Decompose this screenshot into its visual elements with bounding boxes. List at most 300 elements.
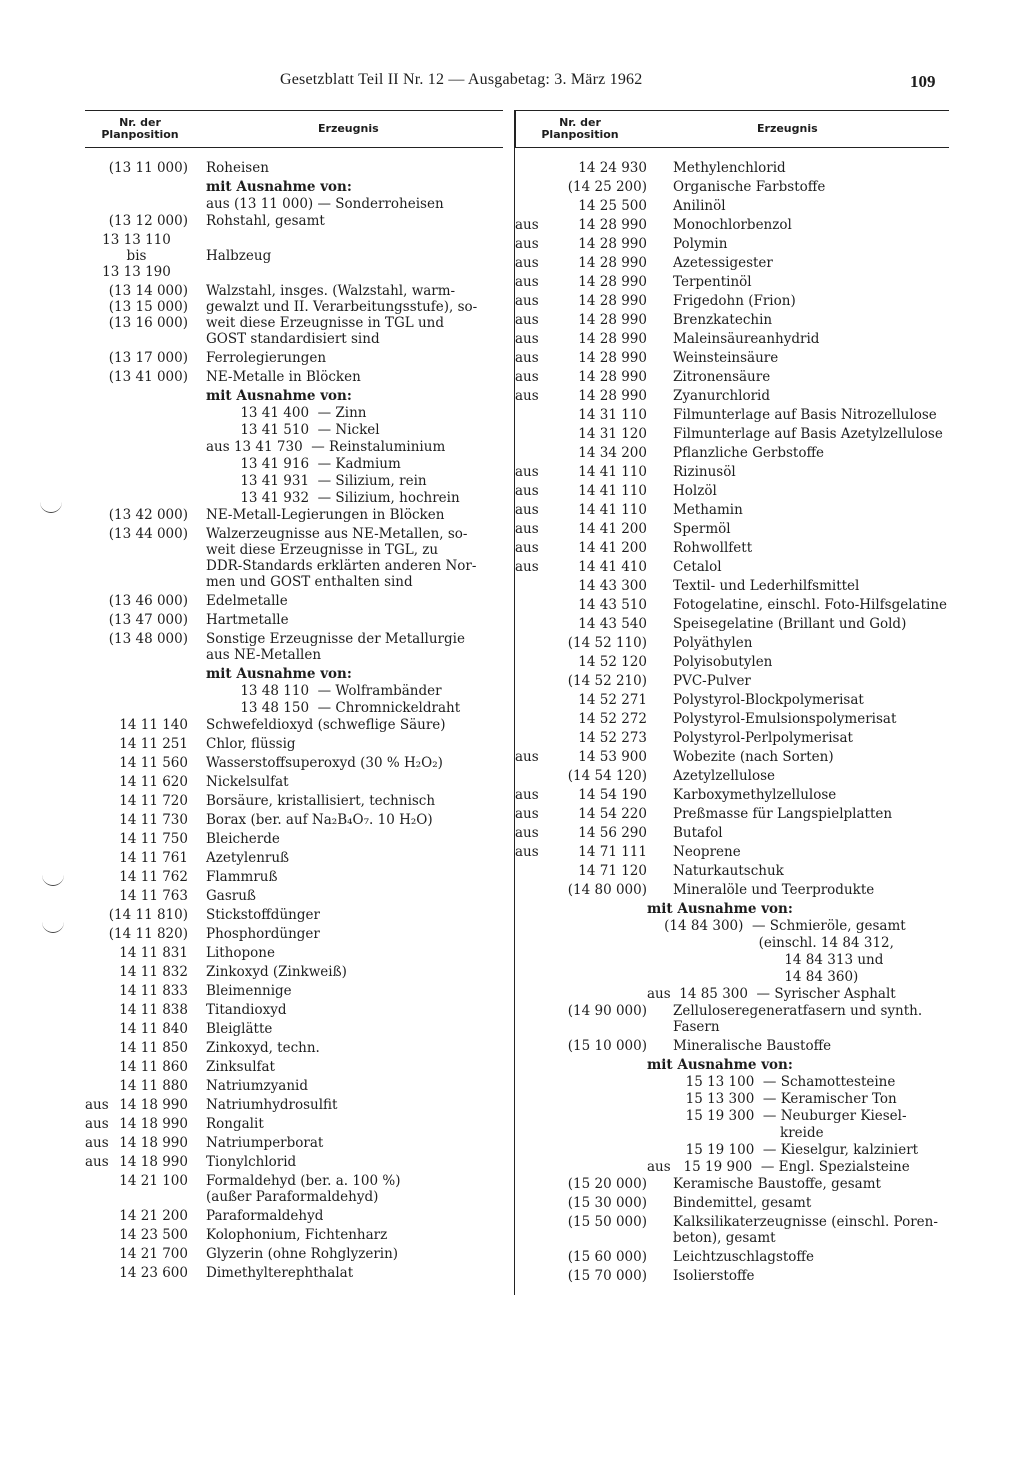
product-name: Textil- und Lederhilfsmittel (673, 578, 860, 594)
plan-position: 14 43 300 (578, 578, 647, 594)
product-name: Borsäure, kristallisiert, technisch (206, 793, 436, 809)
table-row (515, 578, 949, 594)
plan-position: (14 25 200) (567, 179, 647, 195)
plan-position: 14 52 272 (578, 711, 647, 727)
table-row (515, 521, 949, 537)
plan-position: 14 23 500 (119, 1227, 188, 1243)
table-row (515, 255, 949, 271)
aus-prefix: aus (515, 749, 539, 765)
product-name: Dimethylterephthalat (206, 1265, 354, 1281)
product-name: Phosphordünger (206, 926, 320, 942)
product-name: Methylenchlorid (673, 160, 786, 176)
product-name: Polyisobutylen (673, 654, 773, 670)
num-column-header (85, 117, 195, 141)
product-name: Preßmasse für Langspielplatten (673, 806, 893, 822)
plan-position: 14 11 840 (119, 1021, 188, 1037)
table-row (515, 711, 949, 727)
product-name: Halbzeug (206, 248, 272, 264)
product-name: Organische Farbstoffe (673, 179, 826, 195)
product-name: Rohstahl, gesamt (206, 213, 325, 229)
table-row (515, 1249, 949, 1265)
plan-position: 14 23 600 (119, 1265, 188, 1281)
plan-position: (13 12 000) (108, 213, 188, 229)
table-row (515, 768, 949, 784)
table-row (85, 755, 503, 771)
product-name: Bleicherde (206, 831, 280, 847)
product-name: Wobezite (nach Sorten) (673, 749, 834, 765)
table-row (85, 736, 503, 752)
table-row (85, 507, 503, 523)
exception-line: 14 84 360) (647, 969, 859, 985)
left-table-header (85, 110, 503, 148)
product-name: Zinksulfat (206, 1059, 275, 1075)
table-row (85, 369, 503, 385)
plan-position: 14 52 271 (578, 692, 647, 708)
product-name: Wasserstoffsuperoxyd (30 % H₂O₂) (206, 755, 443, 771)
exception-line: 13 48 110 — Wolframbänder (206, 683, 442, 699)
aus-prefix: aus (515, 350, 539, 366)
table-row (515, 692, 949, 708)
product-name: Mineralische Baustoffe (673, 1038, 832, 1054)
right-table-header (515, 110, 949, 148)
exception-line: mit Ausnahme von: (206, 388, 352, 404)
product-name: Azetylenruß (206, 850, 290, 866)
table-row (515, 1176, 949, 1192)
margin-mark (40, 500, 62, 513)
product-name: Terpentinöl (673, 274, 752, 290)
exception-line: 13 41 400 — Zinn (206, 405, 367, 421)
exception-line: aus 13 41 730 — Reinstaluminium (206, 439, 446, 455)
aus-prefix: aus (515, 483, 539, 499)
plan-position: 14 71 111 (578, 844, 647, 860)
plan-position: 14 28 990 (578, 350, 647, 366)
plan-position: 14 28 990 (578, 388, 647, 404)
plan-position: 14 21 700 (119, 1246, 188, 1262)
plan-position: 14 28 990 (578, 312, 647, 328)
product-name: Polymin (673, 236, 728, 252)
product-name: Karboxymethylzellulose (673, 787, 837, 803)
product-name: Polystyrol-Blockpolymerisat (673, 692, 864, 708)
aus-prefix: aus (515, 806, 539, 822)
exception-line: 14 84 313 und (647, 952, 884, 968)
right-table (515, 110, 949, 1310)
plan-position: 14 41 200 (578, 540, 647, 556)
plan-position: 14 11 750 (119, 831, 188, 847)
right-rows (515, 160, 949, 1287)
plan-position: 14 28 990 (578, 217, 647, 233)
num-header-line1: Nr. der (559, 116, 601, 129)
table-row (85, 926, 503, 942)
exception-line: 15 13 100 — Schamottesteine (647, 1074, 896, 1090)
table-row (85, 907, 503, 923)
plan-position: (14 54 120) (567, 768, 647, 784)
table-row (85, 945, 503, 961)
product-name: Keramische Baustoffe, gesamt (673, 1176, 881, 1192)
product-name: Butafol (673, 825, 723, 841)
product-name: NE-Metall-Legierungen in Blöcken (206, 507, 445, 523)
exception-line: mit Ausnahme von: (206, 666, 352, 682)
product-name: Tionylchlorid (206, 1154, 297, 1170)
plan-position: (14 52 210) (567, 673, 647, 689)
aus-prefix: aus (515, 559, 539, 575)
plan-position: 14 11 762 (119, 869, 188, 885)
aus-prefix: aus (515, 787, 539, 803)
plan-position: (13 42 000) (108, 507, 188, 523)
table-row (85, 631, 503, 663)
plan-position: 14 28 990 (578, 255, 647, 271)
product-name: Speisegelatine (Brillant und Gold) (673, 616, 907, 632)
plan-position: 14 21 200 (119, 1208, 188, 1224)
plan-position: (15 10 000) (567, 1038, 647, 1054)
plan-position: (15 50 000) (567, 1214, 647, 1230)
plan-position: 14 41 110 (578, 502, 647, 518)
plan-position: 14 11 720 (119, 793, 188, 809)
plan-position: 14 11 833 (119, 983, 188, 999)
table-row (85, 612, 503, 628)
plan-position: 14 11 831 (119, 945, 188, 961)
aus-prefix: aus (515, 540, 539, 556)
plan-position: 14 28 990 (578, 293, 647, 309)
product-name: PVC-Pulver (673, 673, 751, 689)
table-row (85, 283, 503, 347)
plan-position: 14 11 838 (119, 1002, 188, 1018)
table-row (85, 1021, 503, 1037)
table-row (85, 1078, 503, 1094)
product-name: Monochlorbenzol (673, 217, 792, 233)
table-row (85, 1246, 503, 1262)
exception-line: 15 13 300 — Keramischer Ton (647, 1091, 897, 1107)
product-name: Paraformaldehyd (206, 1208, 324, 1224)
table-row (515, 217, 949, 233)
exception-line: 13 48 150 — Chromnickeldraht (206, 700, 461, 716)
table-row (515, 654, 949, 670)
table-row (515, 426, 949, 442)
plan-position: 14 18 990 (119, 1154, 188, 1170)
table-row (85, 160, 503, 176)
table-row (515, 179, 949, 195)
table-row (515, 1214, 949, 1246)
table-row (515, 1195, 949, 1211)
table-row (85, 350, 503, 366)
table-row (85, 213, 503, 229)
plan-position: 14 11 860 (119, 1059, 188, 1075)
exception-line: 13 41 932 — Silizium, hochrein (206, 490, 460, 506)
product-name: Maleinsäureanhydrid (673, 331, 820, 347)
table-row (515, 787, 949, 803)
product-name: Stickstoffdünger (206, 907, 320, 923)
product-name: Cetalol (673, 559, 722, 575)
product-name: Isolierstoffe (673, 1268, 755, 1284)
product-column-header: Erzeugnis (318, 122, 379, 135)
product-name: Bleimennige (206, 983, 292, 999)
num-header-line1: Nr. der (119, 116, 161, 129)
product-name: Mineralöle und Teerprodukte (673, 882, 875, 898)
exception-line: aus (13 11 000) — Sonderroheisen (206, 196, 444, 212)
table-row (515, 502, 949, 518)
aus-prefix: aus (515, 217, 539, 233)
table-row (85, 593, 503, 609)
table-row (515, 597, 949, 613)
product-name: Sonstige Erzeugnisse der Metallurgie aus NE-Metallen (206, 631, 465, 663)
table-row (515, 540, 949, 556)
margin-mark (42, 873, 64, 886)
table-row (515, 730, 949, 746)
table-row (515, 388, 949, 404)
table-row (85, 964, 503, 980)
product-name: Filmunterlage auf Basis Azetylzellulose (673, 426, 943, 442)
plan-position: (15 60 000) (567, 1249, 647, 1265)
table-row (85, 850, 503, 866)
product-name: Azetessigester (673, 255, 773, 271)
table-row (85, 983, 503, 999)
product-name: Rizinusöl (673, 464, 736, 480)
exception-line: kreide (647, 1125, 824, 1141)
table-row (85, 1040, 503, 1056)
table-row (85, 717, 503, 733)
plan-position: 14 41 410 (578, 559, 647, 575)
plan-position: (13 46 000) (108, 593, 188, 609)
plan-position: 14 52 120 (578, 654, 647, 670)
exception-line: 15 19 300 — Neuburger Kiesel- (647, 1108, 907, 1124)
table-row (515, 331, 949, 347)
exception-line: mit Ausnahme von: (206, 179, 352, 195)
product-name: Polyäthylen (673, 635, 753, 651)
table-row (515, 882, 949, 898)
table-row (515, 369, 949, 385)
plan-position: 14 18 990 (119, 1135, 188, 1151)
exception-line: 15 19 100 — Kieselgur, kalziniert (647, 1142, 919, 1158)
product-name: Lithopone (206, 945, 275, 961)
plan-position: (13 48 000) (108, 631, 188, 647)
exception-line: 13 41 510 — Nickel (206, 422, 380, 438)
plan-position: 14 11 560 (119, 755, 188, 771)
aus-prefix: aus (515, 293, 539, 309)
product-name: Zyanurchlorid (673, 388, 771, 404)
plan-position: 14 41 110 (578, 483, 647, 499)
plan-position: 14 11 251 (119, 736, 188, 752)
product-name: Zinkoxyd (Zinkweiß) (206, 964, 347, 980)
aus-prefix: aus (515, 844, 539, 860)
table-row (515, 806, 949, 822)
plan-position: (13 41 000) (108, 369, 188, 385)
product-name: Rongalit (206, 1116, 264, 1132)
product-name: Bleiglätte (206, 1021, 273, 1037)
aus-prefix: aus (515, 331, 539, 347)
product-name: Natriumzyanid (206, 1078, 308, 1094)
table-row (515, 863, 949, 879)
table-row (85, 1059, 503, 1075)
plan-position: 14 34 200 (578, 445, 647, 461)
product-name: Filmunterlage auf Basis Nitrozellulose (673, 407, 937, 423)
table-row (515, 559, 949, 575)
plan-position: 14 31 110 (578, 407, 647, 423)
table-row: aus 14 18 990 Rongalit (85, 1116, 503, 1132)
exception-line: mit Ausnahme von: (647, 901, 793, 917)
table-row (515, 293, 949, 309)
table-row (515, 483, 949, 499)
plan-position: 14 31 120 (578, 426, 647, 442)
product-name: Brenzkatechin (673, 312, 773, 328)
exception-line: aus 14 85 300 — Syrischer Asphalt (647, 986, 896, 1002)
product-name: Formaldehyd (ber. a. 100 %) (außer Paraformaldehyd) (206, 1173, 401, 1205)
product-name: Anilinöl (673, 198, 726, 214)
table-row (85, 888, 503, 904)
aus-prefix: aus (515, 464, 539, 480)
aus-prefix: aus (515, 502, 539, 518)
table-row (515, 274, 949, 290)
plan-position: 14 18 990 (119, 1116, 188, 1132)
plan-position: (13 44 000) (108, 526, 188, 542)
plan-position: 14 56 290 (578, 825, 647, 841)
product-name: Edelmetalle (206, 593, 288, 609)
table-row (515, 749, 949, 765)
plan-position: (14 11 820) (108, 926, 188, 942)
plan-position: (13 17 000) (108, 350, 188, 366)
table-row (85, 526, 503, 590)
product-name: Azetylzellulose (673, 768, 776, 784)
table-row (515, 350, 949, 366)
plan-position: 14 71 120 (578, 863, 647, 879)
table-row (515, 616, 949, 632)
product-name: Walzerzeugnisse aus NE-Metallen, so- weit diese Erzeugnisse in TGL, zu DDR-Standards erklärten anderen Nor- men und GOST enthalten sind (206, 526, 477, 590)
table-row (515, 236, 949, 252)
product-name: Rohwollfett (673, 540, 753, 556)
product-name: Leichtzuschlagstoffe (673, 1249, 815, 1265)
num-column-header (515, 117, 645, 141)
product-name: Ferrolegierungen (206, 350, 327, 366)
product-name: Methamin (673, 502, 743, 518)
table-row (515, 445, 949, 461)
plan-position: 14 41 110 (578, 464, 647, 480)
aus-prefix: aus (515, 521, 539, 537)
table-row (515, 1038, 949, 1054)
product-name: Nickelsulfat (206, 774, 289, 790)
plan-position: 14 52 273 (578, 730, 647, 746)
table-row (85, 232, 503, 280)
page-header: Gesetzblatt Teil II Nr. 12 — Ausgabetag: 3. März 1962 (280, 71, 643, 88)
product-name: Neoprene (673, 844, 741, 860)
product-name: Weinsteinsäure (673, 350, 779, 366)
plan-position: 14 11 850 (119, 1040, 188, 1056)
plan-position: 14 11 761 (119, 850, 188, 866)
page-number: 109 (910, 72, 936, 91)
plan-position: 14 11 730 (119, 812, 188, 828)
exception-line: 13 41 931 — Silizium, rein (206, 473, 427, 489)
product-name: Polystyrol-Perlpolymerisat (673, 730, 853, 746)
product-name: Spermöl (673, 521, 731, 537)
table-row (515, 844, 949, 860)
plan-position: 14 11 620 (119, 774, 188, 790)
product-name: Gasruß (206, 888, 256, 904)
plan-position: 14 24 930 (578, 160, 647, 176)
plan-position: 14 54 220 (578, 806, 647, 822)
table-row (85, 1173, 503, 1205)
plan-position: 14 28 990 (578, 236, 647, 252)
plan-position: (15 70 000) (567, 1268, 647, 1284)
aus-prefix: aus (515, 236, 539, 252)
table-row (85, 1208, 503, 1224)
table-row (85, 1002, 503, 1018)
plan-position: 14 21 100 (119, 1173, 188, 1189)
table-row (85, 1265, 503, 1281)
table-row (85, 774, 503, 790)
product-name: Zelluloseregeneratfasern und synth. Fasern (673, 1003, 923, 1035)
product-name: Kalksilikaterzeugnisse (einschl. Poren- beton), gesamt (673, 1214, 938, 1246)
left-rows (85, 160, 503, 1284)
product-name: Walzstahl, insges. (Walzstahl, warm- gewalzt und II. Verarbeitungsstufe), so- weit diese Erzeugnisse in TGL und GOST standardisiert sind (206, 283, 478, 347)
aus-prefix: aus (515, 369, 539, 385)
product-name: Pflanzliche Gerbstoffe (673, 445, 825, 461)
aus-prefix: aus (515, 825, 539, 841)
plan-position: 14 54 190 (578, 787, 647, 803)
table-row (515, 673, 949, 689)
plan-position: (14 80 000) (567, 882, 647, 898)
product-name: Titandioxyd (206, 1002, 287, 1018)
plan-position: (13 11 000) (108, 160, 188, 176)
exception-line: mit Ausnahme von: (647, 1057, 793, 1073)
table-row (515, 635, 949, 651)
product-name: Borax (ber. auf Na₂B₄O₇. 10 H₂O) (206, 812, 433, 828)
exception-line: 13 41 916 — Kadmium (206, 456, 401, 472)
product-name: Natriumperborat (206, 1135, 324, 1151)
plan-position: 14 11 140 (119, 717, 188, 733)
aus-prefix: aus (515, 274, 539, 290)
product-name: Kolophonium, Fichtenharz (206, 1227, 388, 1243)
plan-position: 14 41 200 (578, 521, 647, 537)
margin-mark (42, 920, 64, 933)
product-name: Naturkautschuk (673, 863, 784, 879)
product-name: Glyzerin (ohne Rohglyzerin) (206, 1246, 399, 1262)
table-row (515, 160, 949, 176)
plan-position: (14 52 110) (567, 635, 647, 651)
product-name: Roheisen (206, 160, 269, 176)
plan-position: 14 43 510 (578, 597, 647, 613)
plan-position: 14 28 990 (578, 331, 647, 347)
left-table (85, 110, 503, 1310)
product-column-header: Erzeugnis (757, 122, 818, 135)
table-row (515, 407, 949, 423)
product-name: Fotogelatine, einschl. Foto-Hilfsgelatine (673, 597, 948, 613)
product-name: Zitronensäure (673, 369, 771, 385)
product-name: Holzöl (673, 483, 717, 499)
plan-position: 14 18 990 (119, 1097, 188, 1113)
exception-line: (14 84 300) — Schmieröle, gesamt (647, 918, 906, 934)
plan-position: 14 11 763 (119, 888, 188, 904)
product-name: Frigedohn (Frion) (673, 293, 796, 309)
table-row: aus 14 18 990 Tionylchlorid (85, 1154, 503, 1170)
plan-position: (13 14 000) (13 15 000) (13 16 000) (108, 283, 188, 331)
plan-position: 14 11 880 (119, 1078, 188, 1094)
plan-position: 13 13 110 bis 13 13 190 (102, 232, 171, 280)
product-name: Chlor, flüssig (206, 736, 296, 752)
plan-position: 14 25 500 (578, 198, 647, 214)
aus-prefix: aus (515, 255, 539, 271)
table-row: aus 14 18 990 Natriumperborat (85, 1135, 503, 1151)
table-row (85, 793, 503, 809)
num-header-line2: Planposition (101, 128, 179, 141)
product-name: Hartmetalle (206, 612, 289, 628)
aus-prefix: aus (515, 312, 539, 328)
product-name: Bindemittel, gesamt (673, 1195, 812, 1211)
product-name: Zinkoxyd, techn. (206, 1040, 320, 1056)
plan-position: 14 28 990 (578, 274, 647, 290)
table-row (85, 1227, 503, 1243)
plan-position: 14 43 540 (578, 616, 647, 632)
table-row (515, 1268, 949, 1284)
plan-position: (14 90 000) (567, 1003, 647, 1019)
product-name: Polystyrol-Emulsionspolymerisat (673, 711, 897, 727)
product-name: Schwefeldioxyd (schweflige Säure) (206, 717, 446, 733)
